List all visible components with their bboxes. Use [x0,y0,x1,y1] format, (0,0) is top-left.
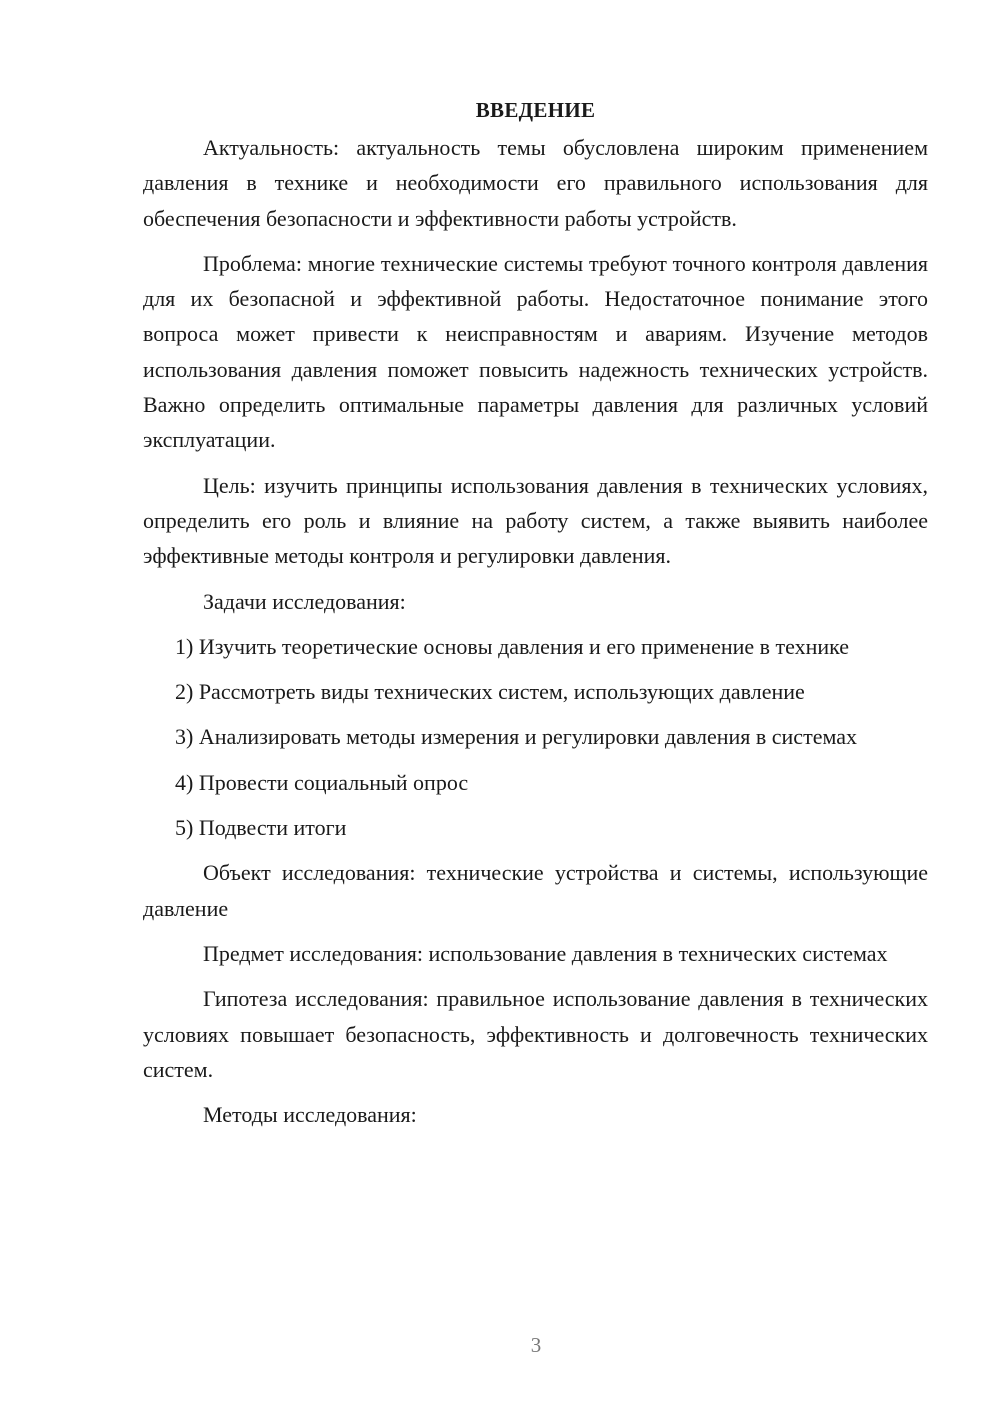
page-number: 3 [530,1333,542,1357]
object-paragraph: Объект исследования: технические устройства и системы, использующие давление [143,860,928,921]
section-heading: ВВЕДЕНИЕ [475,98,596,122]
task-item: 3) Анализировать методы измерения и регулировки давления в системах [175,724,857,750]
task-item: 2) Рассмотреть виды технических систем, использующих давление [175,679,805,705]
methods-title: Методы исследования: [203,1102,417,1128]
task-item: 4) Провести социальный опрос [175,769,469,795]
document-page [143,92,928,1142]
subject-paragraph: Предмет исследования: использование давления в технических системах [203,940,888,966]
hypothesis-paragraph: Гипотеза исследования: правильное использование давления в технических условиях повышает безопасность, эффективность и долговечность технических систем. [143,986,928,1082]
tasks-title: Задачи исследования: [203,588,406,614]
task-item: 5) Подвести итоги [175,815,347,841]
relevance-paragraph: Актуальность: актуальность темы обусловлена широким применением давления в технике и необходимости его правильного использования для обеспечения безопасности и эффективности работы устройств. [143,135,928,231]
goal-paragraph: Цель: изучить принципы использования давления в технических условиях, определить его роль и влияние на работу систем, а также выявить наиболее эффективные методы контроля и регулировки давления. [143,472,928,569]
task-item: 1) Изучить теоретические основы давления и его применение в технике [175,633,850,659]
problem-paragraph: Проблема: многие технические системы требуют точного контроля давления для их безопасной и эффективной работы. Недостаточное понимание этого вопроса может привести к неисправностям и авариям. Изучение методов использования давления поможет повысить надежность технических устройств. Важно определить оптимальные параметры давления для различных условий эксплуатации. [143,250,928,453]
